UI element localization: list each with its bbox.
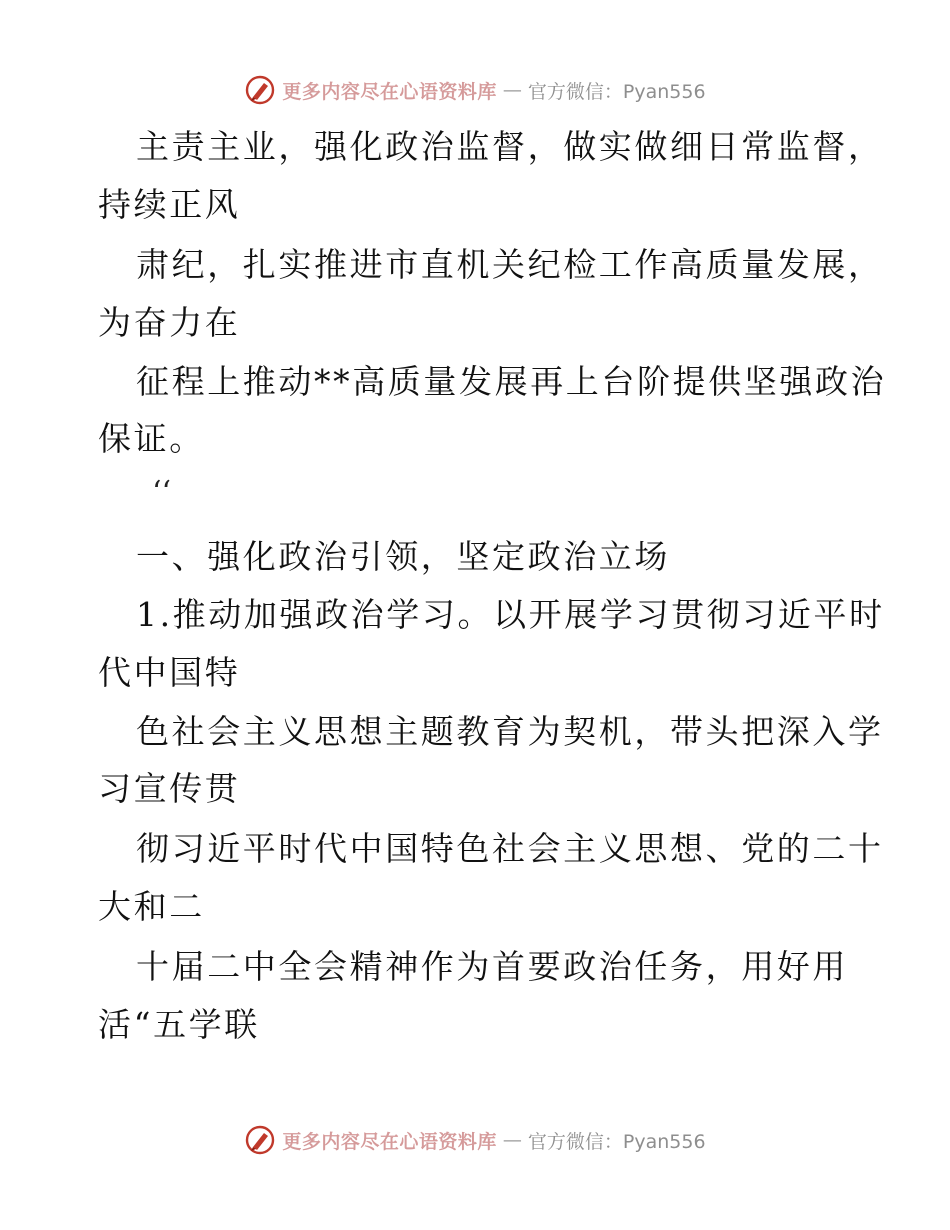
watermark-main-text: 更多内容尽在心语资料库 [282,80,497,103]
paragraph-1-line-1: 主责主业，强化政治监督，做实做细日常监督， [136,127,884,166]
paragraph-8-line-2: 活“五学联 [98,1005,260,1044]
paragraph-2-line-2: 为奋力在 [98,303,241,342]
paragraph-5-line-1: 1.推动加强政治学习。以开展学习贯彻习近平时 [136,595,885,634]
watermark-separator: — [502,79,522,101]
paragraph-3-line-1: 征程上推动**高质量发展再上台阶提供坚强政治 [136,362,887,401]
footer-watermark [0,1120,950,1160]
paragraph-7-line-2: 大和二 [98,887,205,926]
stray-quote-marks: ‘‘ [152,475,172,510]
paragraph-6-line-2: 习宣传贯 [98,769,241,808]
section-heading: 一、强化政治引领，坚定政治立场 [136,537,670,576]
paragraph-8-line-1: 十届二中全会精神作为首要政治任务，用好用 [136,947,848,986]
watermark-sub-text: 官方微信：Pyan556 [527,80,706,103]
paragraph-2-line-1: 肃纪，扎实推进市直机关纪检工作高质量发展， [136,245,884,284]
watermark-separator: — [502,1129,522,1151]
paragraph-7-line-1: 彻习近平时代中国特色社会主义思想、党的二十 [136,829,884,868]
watermark-main-text: 更多内容尽在心语资料库 [282,1130,497,1153]
watermark-sub-text: 官方微信：Pyan556 [527,1130,706,1153]
paragraph-1-line-2: 持续正风 [98,185,241,224]
paragraph-6-line-1: 色社会主义思想主题教育为契机，带头把深入学 [136,712,884,751]
pen-logo-icon [244,1124,276,1156]
paragraph-5-line-2: 代中国特 [98,653,241,692]
paragraph-3-line-2: 保证。 [98,419,205,458]
